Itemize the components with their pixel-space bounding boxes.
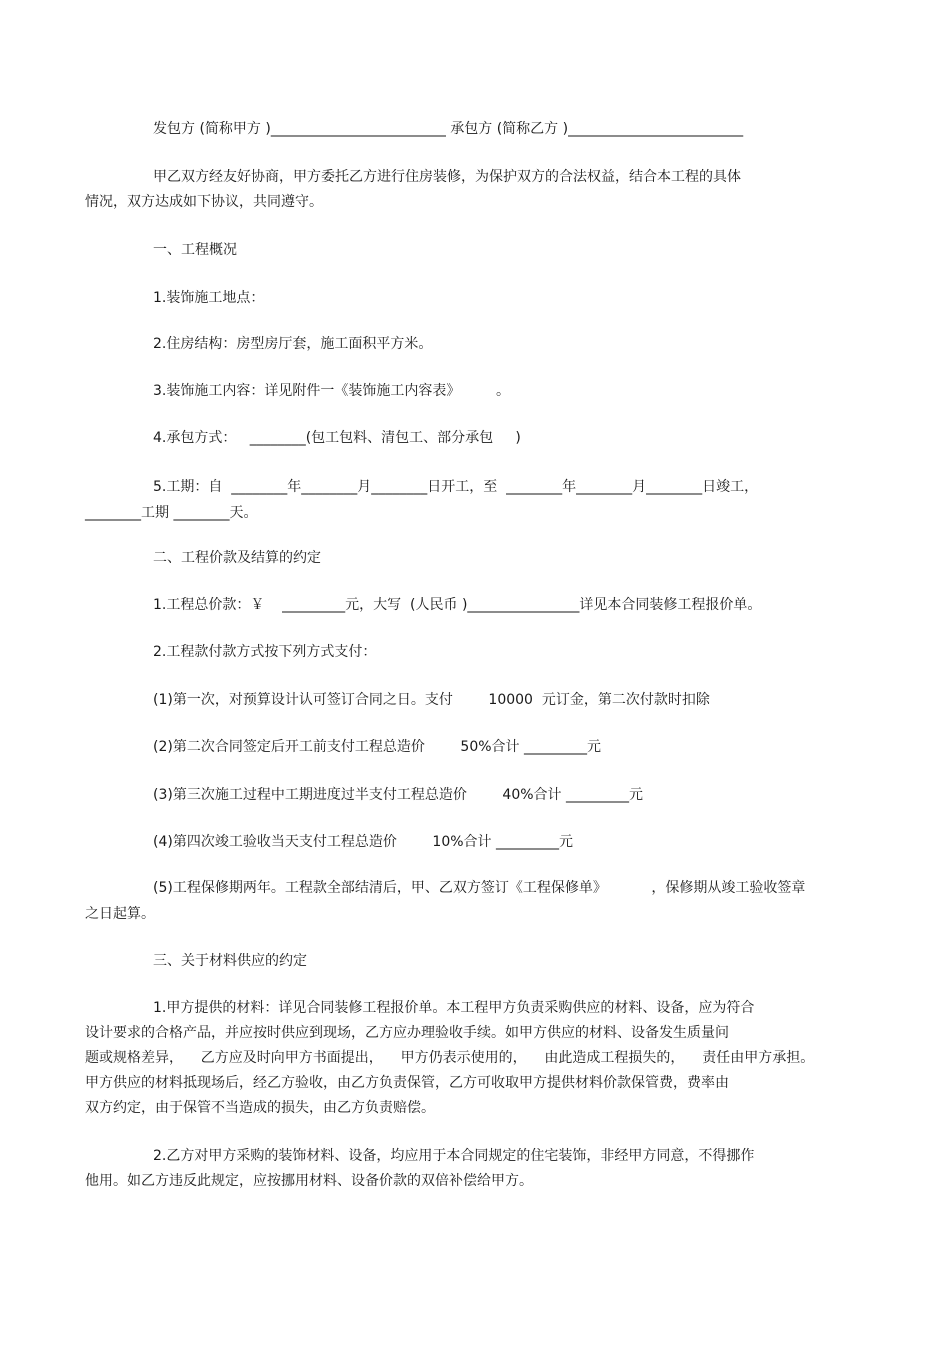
- clause-3-1-line-5: 双方约定，由于保管不当造成的损失，由乙方负责赔偿。: [85, 1100, 435, 1116]
- payment-1: (1)第一次，对预算设计认可签订合同之日。支付 10000 元订金，第二次付款时扣除: [153, 692, 710, 708]
- clause-1-2: 2.住房结构：房型房厅套，施工面积平方米。: [153, 336, 433, 352]
- clause-3-1-line-4: 甲方供应的材料抵现场后，经乙方验收，由乙方负责保管，乙方可收取甲方提供材料价款保管费，费率由: [85, 1075, 729, 1091]
- clause-1-1: 1.装饰施工地点：: [153, 290, 265, 306]
- clause-2-2: 2.工程款付款方式按下列方式支付：: [153, 644, 377, 660]
- clause-2-1: 1.工程总价款：￥ _________元，大写 (人民币 )________________详见本合同装修工程报价单。: [153, 597, 762, 613]
- clause-1-5-line-2: ________工期 ________天。: [85, 505, 258, 521]
- clause-1-5-line-1: 5.工期：自 ________年________月________日开工，至 ________年________月________日竣工，: [153, 479, 759, 495]
- clause-3-2-line-1: 2.乙方对甲方采购的装饰材料、设备，均应用于本合同规定的住宅装饰，非经甲方同意，不得挪作: [153, 1148, 755, 1164]
- payment-5-line-2: 之日起算。: [85, 906, 155, 922]
- clause-1-4: 4.承包方式： ________(包工包料、清包工、部分承包 ): [153, 430, 521, 446]
- clause-3-1-line-3: 题或规格差异， 乙方应及时向甲方书面提出， 甲方仍表示使用的， 由此造成工程损失的， 责任由甲方承担。: [85, 1050, 815, 1066]
- payment-3: (3)第三次施工过程中工期进度过半支付工程总造价 40%合计 _________元: [153, 787, 643, 803]
- clause-3-1-line-1: 1.甲方提供的材料：详见合同装修工程报价单。本工程甲方负责采购供应的材料、设备，应为符合: [153, 1000, 755, 1016]
- parties-line: 发包方 (简称甲方 )_________________________ 承包方 (简称乙方 )_________________________: [153, 121, 744, 137]
- clause-1-3: 3.装饰施工内容：详见附件一《装饰施工内容表》 。: [153, 383, 510, 399]
- payment-2: (2)第二次合同签定后开工前支付工程总造价 50%合计 _________元: [153, 739, 601, 755]
- clause-3-2-line-2: 他用。如乙方违反此规定，应按挪用材料、设备价款的双倍补偿给甲方。: [85, 1173, 533, 1189]
- clause-3-1-line-2: 设计要求的合格产品，并应按时供应到现场，乙方应办理验收手续。如甲方供应的材料、设备发生质量问: [85, 1025, 729, 1041]
- section-1-heading: 一、工程概况: [153, 242, 237, 258]
- intro-paragraph-line-1: 甲乙双方经友好协商，甲方委托乙方进行住房装修，为保护双方的合法权益，结合本工程的具体: [153, 169, 741, 185]
- section-3-heading: 三、关于材料供应的约定: [153, 953, 307, 969]
- intro-paragraph-line-2: 情况，双方达成如下协议，共同遵守。: [85, 194, 323, 210]
- payment-4: (4)第四次竣工验收当天支付工程总造价 10%合计 _________元: [153, 834, 573, 850]
- payment-5-line-1: (5)工程保修期两年。工程款全部结清后，甲、乙双方签订《工程保修单》 ，保修期从竣工验收签章: [153, 880, 806, 896]
- section-2-heading: 二、工程价款及结算的约定: [153, 550, 321, 566]
